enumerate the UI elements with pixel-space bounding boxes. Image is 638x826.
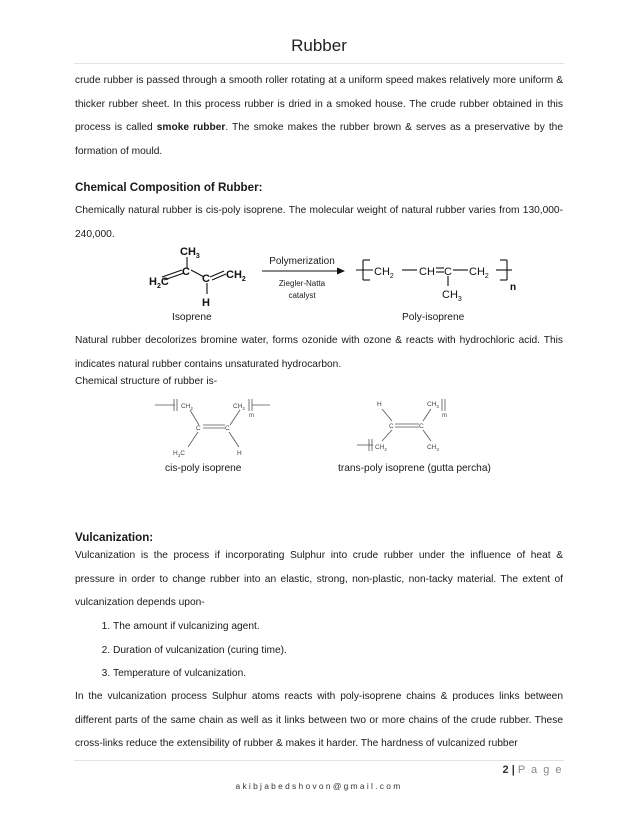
composition-paragraph-3: Chemical structure of rubber is- (75, 376, 218, 387)
composition-paragraph-1: Chemically natural rubber is cis-poly isoprene. The molecular weight of natural rubber varies from 130,000-240,000. (75, 205, 563, 240)
svg-text:H2C: $H_2C$ (149, 276, 169, 290)
arrow-label-polymerization: Polymerization (269, 256, 335, 267)
cis-polyisoprene-caption: cis-poly isoprene (165, 463, 242, 474)
svg-text:CH3: $CH_3$ (180, 246, 200, 260)
svg-text:CH3: $CH_3$ (427, 444, 439, 452)
svg-text:CH2: $CH_2$ (233, 403, 245, 411)
svg-text:m: m (442, 413, 447, 419)
svg-text:CH2: $CH_2$ (469, 266, 489, 280)
intro-text-after: . The smoke makes the rubber brown & serves as a preservative by the formation of mould. (75, 122, 563, 157)
poly-isoprene-label: Poly-isoprene (402, 312, 465, 323)
intro-paragraph (75, 69, 563, 163)
svg-text:CH: CH (419, 266, 435, 278)
vulcanization-factors-list (75, 615, 601, 686)
svg-text:C: C (196, 425, 201, 432)
list-item: 3. Temperature of vulcanization. (113, 662, 601, 686)
footer-divider (74, 760, 564, 761)
svg-text:H: H (202, 297, 210, 309)
footer-email: akibjabedshovon@gmail.com (235, 781, 403, 791)
svg-text:CH2: $CH_2$ (226, 269, 246, 283)
svg-text:H3C: $H_3C$ (173, 450, 185, 458)
svg-text:C: C (389, 423, 394, 430)
page-separator: | (511, 764, 515, 776)
svg-text:C: C (419, 423, 424, 430)
vulcanization-paragraph-1: Vulcanization is the process if incorporating Sulphur into crude rubber under the influence of heat & pressure in order to change rubber into an elastic, strong, non-plastic, non-tacky material. The extent of vulcanization depends upon- (75, 550, 563, 608)
page-word: P a g e (517, 764, 563, 776)
trans-polyisoprene-caption: trans-poly isoprene (gutta percha) (338, 463, 491, 474)
vulcanization-heading: Vulcanization: (75, 531, 154, 544)
svg-text:H: H (237, 450, 242, 457)
page-header-title: Rubber (291, 36, 347, 55)
reaction-svg (140, 240, 520, 312)
vulcanization-paragraph-2: In the vulcanization process Sulphur atoms reacts with poly-isoprene chains & produces links between different parts of the same chain as well as it links between two or more chains of the crude rubber. These cross-links reduce the extensibility of rubber & makes it harder. The hardness of vulcanized rubber (75, 691, 563, 749)
svg-text:C: C (225, 425, 230, 432)
svg-text:CH2: $CH_2$ (374, 266, 394, 280)
svg-text:n: n (510, 282, 517, 293)
svg-text:CH3: $CH_3$ (427, 401, 439, 409)
list-item: 2. Duration of vulcanization (curing time). (113, 639, 601, 663)
composition-heading: Chemical Composition of Rubber: (75, 181, 263, 194)
svg-text:C: C (444, 266, 452, 278)
intro-text-before: crude rubber is passed through a smooth roller rotating at a uniform speed makes relatively more uniform & thicker rubber sheet. In this process rubber is dried in a smoked house. The crude rubber obtained in this process is called (75, 75, 563, 133)
isoprene-label: Isoprene (172, 312, 212, 323)
cis-polyisoprene-structure (155, 395, 275, 460)
page-number-value: 2 (502, 764, 509, 776)
isoprene-reaction-diagram (140, 240, 520, 312)
svg-text:C: C (202, 273, 210, 285)
arrow-label-catalyst-1: Ziegler-Natta (278, 279, 326, 288)
svg-text:CH2: $CH_2$ (375, 444, 387, 452)
svg-text:m: m (249, 413, 254, 419)
header-divider (74, 63, 564, 64)
svg-text:CH2: $CH_2$ (181, 403, 193, 411)
svg-text:H: H (377, 401, 382, 408)
intro-bold-term: smoke rubber (156, 122, 226, 133)
arrow-label-catalyst-2: catalyst (288, 291, 316, 300)
trans-polyisoprene-structure (355, 395, 465, 460)
composition-paragraph-2: Natural rubber decolorizes bromine water, forms ozonide with ozone & reacts with hydrochloric acid. This indicates natural rubber contains unsaturated hydrocarbon. (75, 335, 563, 370)
page-number (430, 764, 563, 776)
svg-text:CH3: $CH_3$ (442, 289, 462, 303)
svg-text:C: C (182, 266, 190, 278)
list-item: 1. The amount if vulcanizing agent. (113, 615, 601, 639)
